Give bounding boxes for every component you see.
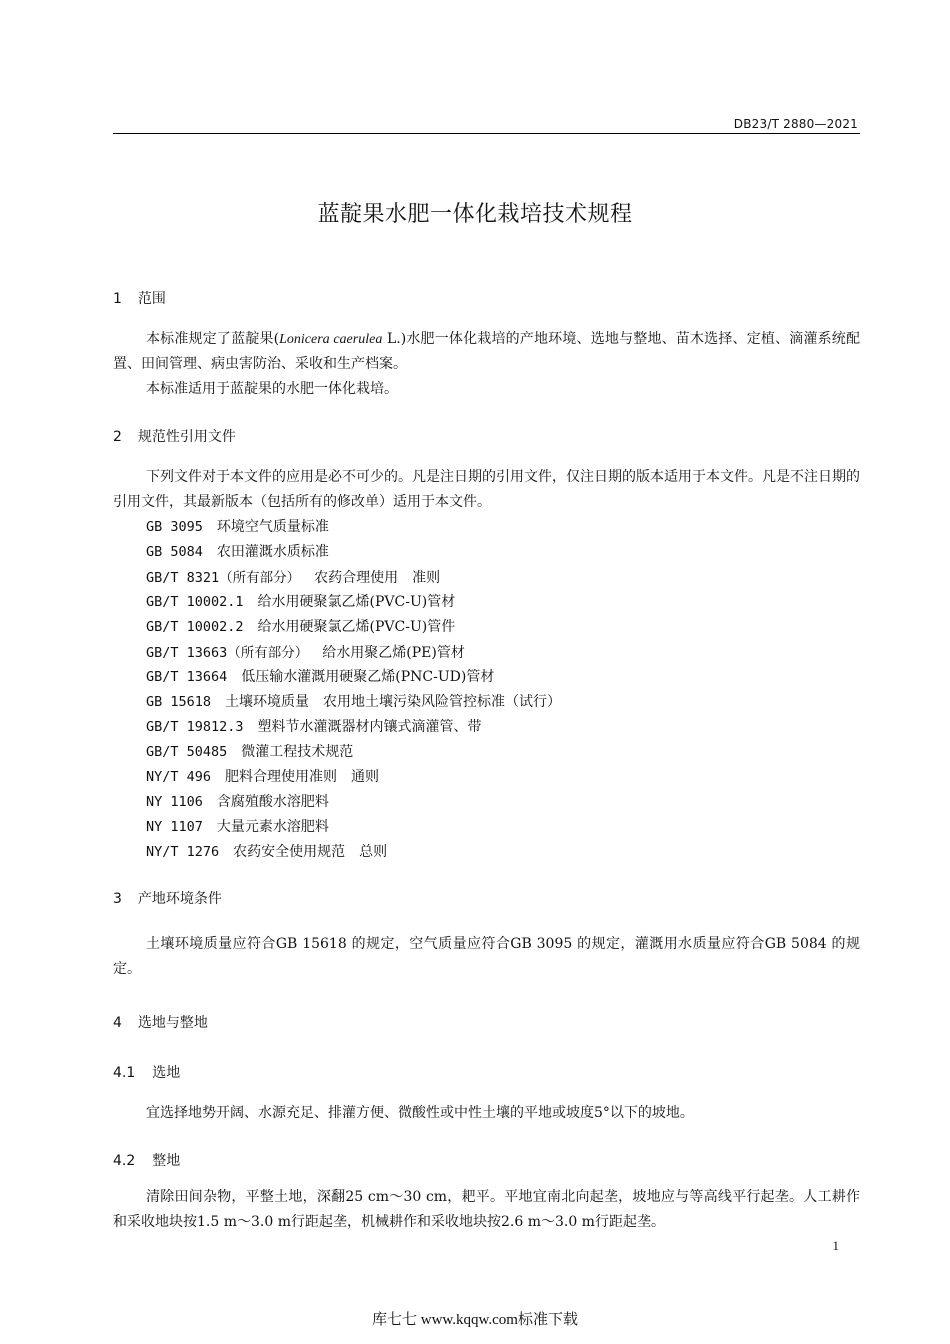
reference-code: NY 1106: [146, 794, 203, 810]
reference-item: [146, 716, 482, 736]
section-number: 4.1: [113, 1065, 136, 1081]
reference-code: GB/T 19812.3: [146, 719, 244, 735]
reference-item: [146, 791, 329, 811]
reference-item: [146, 516, 329, 536]
section-number: 2: [113, 429, 122, 445]
reference-name: 农药合理使用 准则: [314, 570, 441, 586]
references-intro: 下列文件对于本文件的应用是必不可少的。凡是注日期的引用文件，仅注日期的版本适用于本文件。凡是不注日期的引用文件，其最新版本（包括所有的修改单）适用于本文件。: [113, 469, 860, 510]
reference-code: NY/T 496: [146, 769, 212, 785]
site-selection-paragraph: 宜选择地势开阔、水源充足、排灌方便、微酸性或中性土壤的平地或坡度5°以下的坡地。: [146, 1105, 694, 1121]
reference-item: [146, 591, 455, 611]
header-divider: [113, 133, 860, 134]
reference-name: 大量元素水溶肥料: [216, 819, 329, 835]
reference-name: 微灌工程技术规范: [241, 744, 354, 760]
reference-item: [146, 616, 455, 636]
scope-paragraph-1: 本标准规定了蓝靛果(Lonicera caerulea L.)水肥一体化栽培的产地环境、选地与整地、苗木选择、定植、滴灌系统配置、田间管理、病虫害防治、采收和生产档案。: [113, 331, 860, 372]
section-title: 产地环境条件: [137, 891, 222, 907]
reference-code: GB/T 8321（所有部分）: [146, 570, 301, 586]
section-4-1-heading: [113, 1062, 180, 1082]
section-title: 整地: [152, 1153, 181, 1169]
section-number: 4.2: [113, 1153, 136, 1169]
reference-item: [146, 566, 440, 587]
reference-name: 含腐殖酸水溶肥料: [216, 794, 329, 810]
section-2-heading: [113, 426, 236, 446]
reference-item: [146, 541, 329, 561]
reference-code: NY/T 1276: [146, 844, 220, 860]
reference-name: 农田灌溉水质标准: [216, 544, 329, 560]
reference-name: 农药安全使用规范 总则: [233, 844, 388, 860]
reference-name: 给水用硬聚氯乙烯(PVC-U)管材: [257, 594, 456, 610]
reference-name: 塑料节水灌溉器材内镶式滴灌管、带: [257, 719, 482, 735]
section-title: 规范性引用文件: [137, 429, 236, 445]
latin-species-name: Lonicera caerulea: [279, 332, 383, 347]
footer-watermark-text: 库七七 www.kqqw.com标准下载: [372, 1312, 578, 1328]
section-title: 选地与整地: [137, 1015, 208, 1031]
section-number: 1: [113, 291, 122, 307]
reference-code: GB/T 50485: [146, 744, 228, 760]
reference-code: GB/T 10002.2: [146, 619, 244, 635]
reference-name: 低压输水灌溉用硬聚乙烯(PNC-UD)管材: [241, 669, 495, 685]
reference-name: 土壤环境质量 农用地土壤污染风险管控标准（试行）: [225, 694, 562, 710]
section-title: 范围: [137, 291, 166, 307]
reference-item: [146, 641, 465, 662]
section-number: 4: [113, 1015, 122, 1031]
environment-paragraph: 土壤环境质量应符合GB 15618 的规定，空气质量应符合GB 3095 的规定，灌溉用水质量应符合GB 5084 的规定。: [113, 936, 860, 977]
reference-code: GB/T 10002.1: [146, 594, 244, 610]
section-number: 3: [113, 891, 122, 907]
reference-code: GB 15618: [146, 694, 212, 710]
section-4-2-heading: [113, 1150, 180, 1170]
reference-item: [146, 666, 494, 686]
reference-code: GB/T 13664: [146, 669, 228, 685]
section-1-heading: [113, 288, 166, 308]
page-number: 1: [832, 1238, 839, 1253]
section-4-heading: [113, 1012, 208, 1032]
reference-item: [146, 741, 353, 761]
reference-item: [146, 766, 379, 786]
reference-item: [146, 816, 329, 836]
scope-paragraph-2: 本标准适用于蓝靛果的水肥一体化栽培。: [146, 381, 398, 397]
reference-code: GB 3095: [146, 519, 203, 535]
reference-item: [146, 841, 387, 861]
reference-code: NY 1107: [146, 819, 203, 835]
reference-name: 给水用硬聚氯乙烯(PVC-U)管件: [257, 619, 456, 635]
reference-name: 肥料合理使用准则 通则: [225, 769, 380, 785]
reference-name: 环境空气质量标准: [216, 519, 329, 535]
reference-item: [146, 691, 561, 711]
land-preparation-paragraph: 清除田间杂物，平整土地，深翻25 cm～30 cm，耙平。平地宜南北向起垄，坡地应与等高线平行起垄。人工耕作和采收地块按1.5 m～3.0 m行距起垄，机械耕作和采收地块按2.6 m～3.0 m行距起垄。: [113, 1189, 860, 1230]
reference-code: GB/T 13663（所有部分）: [146, 645, 309, 661]
section-3-heading: [113, 888, 222, 908]
reference-code: GB 5084: [146, 544, 203, 560]
reference-name: 给水用聚乙烯(PE)管材: [322, 645, 465, 661]
document-title: 蓝靛果水肥一体化栽培技术规程: [317, 202, 633, 227]
standard-code: DB23/T 2880—2021: [733, 117, 858, 131]
section-title: 选地: [152, 1065, 181, 1081]
